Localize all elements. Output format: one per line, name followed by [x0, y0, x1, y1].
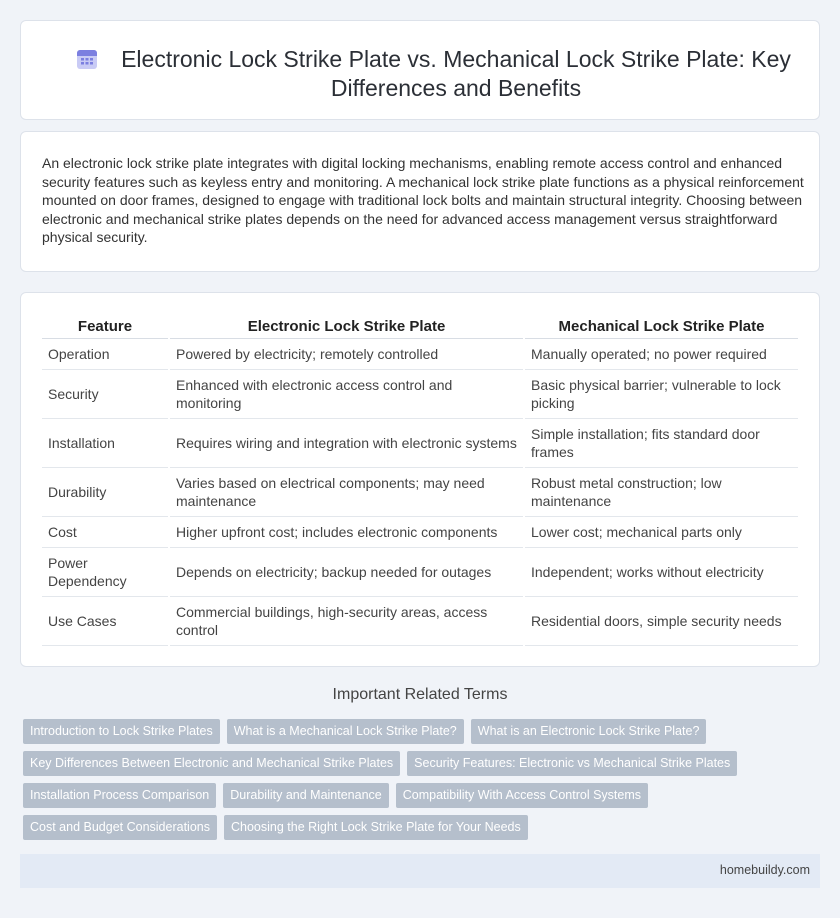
page-title: Electronic Lock Strike Plate vs. Mechanical Lock Strike Plate: Key Differences and Benefits — [121, 46, 791, 101]
table-row — [42, 596, 798, 645]
related-tag[interactable]: Choosing the Right Lock Strike Plate for Your Needs — [224, 815, 528, 840]
feature-cell: Cost — [42, 516, 169, 547]
related-tag[interactable]: What is an Electronic Lock Strike Plate? — [471, 719, 707, 744]
related-tags-row — [23, 815, 528, 840]
related-tag[interactable]: Compatibility With Access Control Systems — [396, 783, 648, 808]
related-tags-row — [23, 719, 706, 744]
feature-cell: Installation — [42, 418, 169, 467]
mechanical-cell: Simple installation; fits standard door frames — [524, 418, 798, 467]
feature-cell: Durability — [42, 467, 169, 516]
electronic-cell: Depends on electricity; backup needed for outages — [169, 547, 524, 596]
mechanical-cell: Independent; works without electricity — [524, 547, 798, 596]
mechanical-cell: Robust metal construction; low maintenance — [524, 467, 798, 516]
table-row — [42, 516, 798, 547]
intro-card — [20, 131, 820, 272]
table-row — [42, 547, 798, 596]
table-row — [42, 369, 798, 418]
title-card — [20, 20, 820, 120]
related-tag[interactable]: Introduction to Lock Strike Plates — [23, 719, 220, 744]
table-header-row — [42, 315, 798, 338]
related-tag[interactable]: Durability and Maintenance — [223, 783, 388, 808]
related-terms-heading: Important Related Terms — [332, 686, 508, 703]
mechanical-cell: Lower cost; mechanical parts only — [524, 516, 798, 547]
intro-paragraph: An electronic lock strike plate integrates with digital locking mechanisms, enabling remote access control and enhanced security features such as keyless entry and monitoring. A mechanical lock strike plate functions as a physical reinforcement mounted on door frames, designed to engage with traditional lock bolts and maintain structural integrity. Choosing between electronic and mechanical strike plates depends on the need for advanced access management versus straightforward physical security. — [42, 155, 804, 245]
electronic-cell: Varies based on electrical components; may need maintenance — [169, 467, 524, 516]
footer — [20, 854, 820, 888]
feature-cell: Security — [42, 369, 169, 418]
electronic-cell: Powered by electricity; remotely controlled — [169, 338, 524, 369]
table-row — [42, 467, 798, 516]
related-tag[interactable]: What is a Mechanical Lock Strike Plate? — [227, 719, 464, 744]
feature-cell: Operation — [42, 338, 169, 369]
feature-cell: Power Dependency — [42, 547, 169, 596]
mechanical-cell: Manually operated; no power required — [524, 338, 798, 369]
comparison-table — [42, 315, 798, 646]
mechanical-cell: Residential doors, simple security needs — [524, 596, 798, 645]
electronic-cell: Requires wiring and integration with electronic systems — [169, 418, 524, 467]
related-tags-row — [23, 751, 737, 776]
header-feature: Feature — [42, 315, 169, 338]
footer-site-name[interactable]: homebuildy.com — [719, 863, 810, 877]
mechanical-cell: Basic physical barrier; vulnerable to lock picking — [524, 369, 798, 418]
related-tag[interactable]: Security Features: Electronic vs Mechanical Strike Plates — [407, 751, 737, 776]
header-electronic: Electronic Lock Strike Plate — [169, 315, 524, 338]
related-tag[interactable]: Key Differences Between Electronic and Mechanical Strike Plates — [23, 751, 400, 776]
table-row — [42, 418, 798, 467]
feature-cell: Use Cases — [42, 596, 169, 645]
header-mechanical: Mechanical Lock Strike Plate — [524, 315, 798, 338]
table-row — [42, 338, 798, 369]
comparison-card — [20, 292, 820, 667]
calendar-icon — [75, 47, 99, 71]
electronic-cell: Commercial buildings, high-security areas, access control — [169, 596, 524, 645]
related-tag[interactable]: Installation Process Comparison — [23, 783, 216, 808]
electronic-cell: Higher upfront cost; includes electronic components — [169, 516, 524, 547]
related-tag[interactable]: Cost and Budget Considerations — [23, 815, 217, 840]
related-tags-row — [23, 783, 648, 808]
electronic-cell: Enhanced with electronic access control and monitoring — [169, 369, 524, 418]
